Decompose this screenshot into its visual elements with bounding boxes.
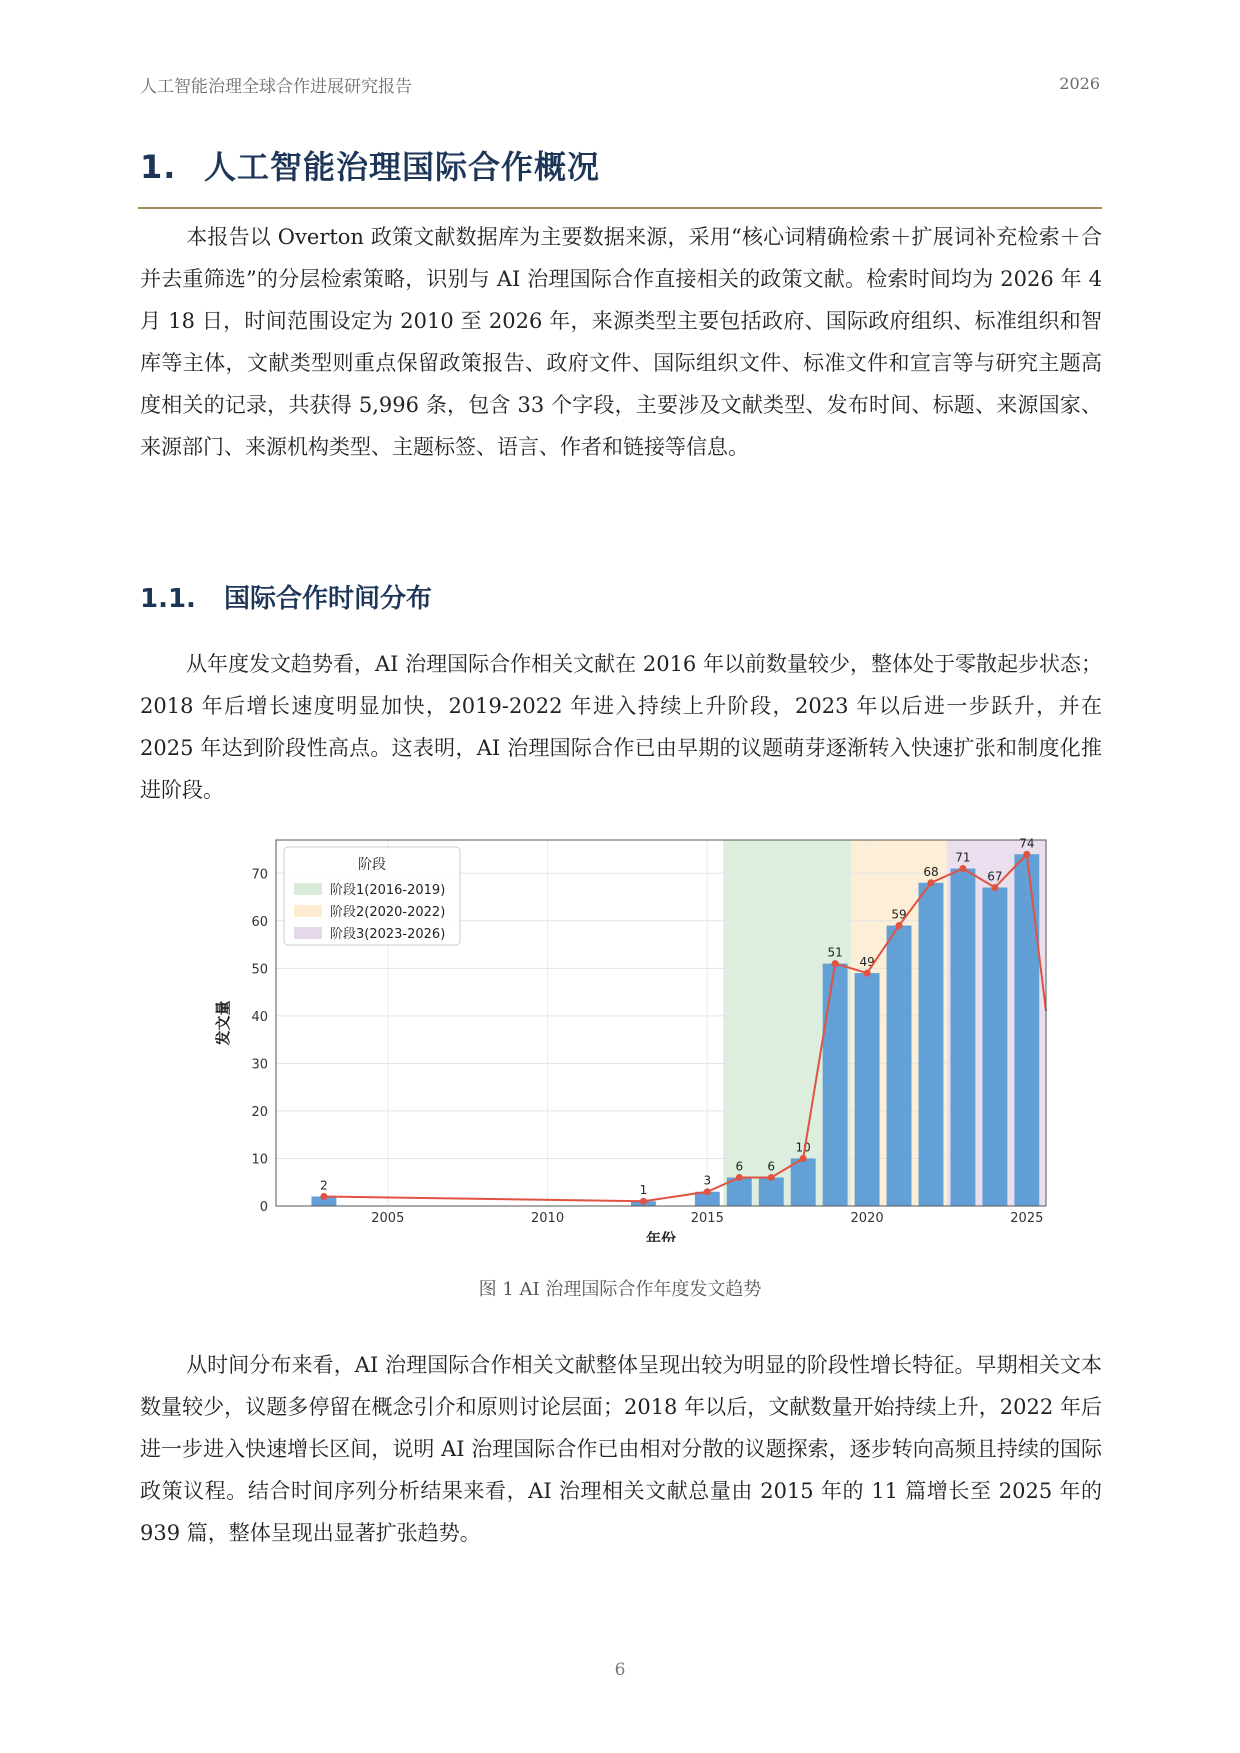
x-tick-label: 2010 xyxy=(531,1211,565,1226)
trend-point-2013 xyxy=(640,1198,647,1205)
chart-svg xyxy=(208,822,1058,1242)
data-label-2017: 6 xyxy=(767,1159,776,1174)
y-tick-label: 20 xyxy=(251,1104,268,1120)
data-label-2003: 2 xyxy=(320,1178,328,1193)
annual-publication-chart xyxy=(208,822,1058,1242)
legend-swatch-1 xyxy=(294,883,322,895)
y-axis-label: 发文量 xyxy=(214,1000,232,1046)
section-title: 人工智能治理国际合作概况 xyxy=(204,148,601,186)
section-number: 1. xyxy=(140,148,177,186)
data-label-2025: 74 xyxy=(1019,836,1035,851)
bar-2020 xyxy=(855,973,880,1206)
paragraph-2 xyxy=(140,643,1102,811)
heading-rule xyxy=(138,207,1102,209)
trend-point-2015 xyxy=(704,1188,711,1195)
trend-point-2024 xyxy=(991,884,998,891)
trend-point-2019 xyxy=(832,960,839,967)
trend-point-2022 xyxy=(927,879,934,886)
legend-label-1: 阶段1(2016-2019) xyxy=(330,883,446,898)
data-label-2018: 10 xyxy=(795,1140,811,1155)
data-label-2023: 71 xyxy=(955,850,971,865)
running-header-title: 人工智能治理全球合作进展研究报告 xyxy=(140,77,412,97)
trend-point-2016 xyxy=(736,1174,743,1181)
subsection-title: 国际合作时间分布 xyxy=(224,584,433,614)
x-tick-label: 2025 xyxy=(1010,1211,1044,1226)
y-tick-label: 60 xyxy=(251,914,268,930)
y-tick-label: 70 xyxy=(251,867,268,883)
bar-2023 xyxy=(950,869,975,1206)
bar-2024 xyxy=(982,888,1007,1206)
data-label-2022: 68 xyxy=(923,864,939,879)
subsection-heading xyxy=(140,578,432,615)
bar-2025 xyxy=(1014,854,1039,1206)
x-tick-label: 2020 xyxy=(850,1211,884,1226)
data-label-2016: 6 xyxy=(735,1159,744,1174)
data-label-2024: 67 xyxy=(987,869,1003,884)
figure-caption: 图 1 AI 治理国际合作年度发文趋势 xyxy=(478,1279,762,1300)
legend-swatch-3 xyxy=(294,927,322,939)
paragraph-3 xyxy=(140,1344,1102,1554)
x-tick-label: 2015 xyxy=(690,1211,724,1226)
subsection-number: 1.1. xyxy=(140,584,196,614)
legend-label-2: 阶段2(2020-2022) xyxy=(330,905,446,920)
legend-swatch-2 xyxy=(294,905,322,917)
running-header-year: 2026 xyxy=(1059,74,1100,93)
data-label-2013: 1 xyxy=(639,1183,648,1198)
legend-label-3: 阶段3(2023-2026) xyxy=(330,927,446,942)
y-tick-label: 0 xyxy=(259,1200,268,1215)
data-label-2021: 59 xyxy=(891,907,907,922)
bar-2019 xyxy=(823,964,848,1206)
data-label-2020: 49 xyxy=(859,955,875,970)
bar-2021 xyxy=(887,926,912,1206)
paragraph-1 xyxy=(140,216,1102,468)
trend-point-2020 xyxy=(864,970,871,977)
trend-point-2023 xyxy=(959,865,966,872)
trend-point-2017 xyxy=(768,1174,775,1181)
section-heading xyxy=(140,142,600,188)
trend-point-2003 xyxy=(320,1193,327,1200)
bar-2022 xyxy=(919,883,944,1206)
y-tick-label: 10 xyxy=(251,1152,268,1168)
bar-2017 xyxy=(759,1177,784,1206)
page-number: 6 xyxy=(614,1660,626,1680)
bar-2018 xyxy=(791,1158,816,1206)
paragraph-3-text: 从时间分布来看，AI 治理国际合作相关文献整体呈现出较为明显的阶段性增长特征。早期相关文本数量较少，议题多停留在概念引介和原则讨论层面；2018 年以后，文献数量开始持续上升，2022 年后进一步进入快速增长区间，说明 AI 治理国际合作已由相对分散的议题探索，逐步转向高频且持续的国际政策议程。结合时间序列分析结果来看，AI 治理相关文献总量由 2015 年的 11 篇增长至 2025 年的 939 篇，整体呈现出显著扩张趋势。 xyxy=(140,1353,1102,1545)
trend-point-2021 xyxy=(896,922,903,929)
x-tick-label: 2005 xyxy=(371,1211,405,1226)
y-tick-label: 40 xyxy=(251,1009,268,1025)
paragraph-2-text: 从年度发文趋势看，AI 治理国际合作相关文献在 2016 年以前数量较少，整体处于零散起步状态；2018 年后增长速度明显加快，2019-2022 年进入持续上升阶段，2023 年以后进一步跃升，并在 2025 年达到阶段性高点。这表明，AI 治理国际合作已由早期的议题萌芽逐渐转入快速扩张和制度化推进阶段。 xyxy=(140,652,1102,802)
y-tick-label: 50 xyxy=(251,962,268,978)
trend-point-2025 xyxy=(1023,851,1030,858)
data-label-2015: 3 xyxy=(703,1173,712,1188)
x-axis-label: 年份 xyxy=(645,1230,677,1242)
paragraph-1-text: 本报告以 Overton 政策文献数据库为主要数据来源，采用“核心词精确检索＋扩展词补充检索＋合并去重筛选”的分层检索策略，识别与 AI 治理国际合作直接相关的政策文献。检索时间均为 2026 年 4 月 18 日，时间范围设定为 2010 至 2026 年，来源类型主要包括政府、国际政府组织、标准组织和智库等主体，文献类型则重点保留政策报告、政府文件、国际组织文件、标准文件和宣言等与研究主题高度相关的记录，共获得 5,996 条，包含 33 个字段，主要涉及文献类型、发布时间、标题、来源国家、来源部门、来源机构类型、主题标签、语言、作者和链接等信息。 xyxy=(140,225,1102,459)
trend-point-2018 xyxy=(800,1155,807,1162)
data-label-2019: 51 xyxy=(827,945,843,960)
y-tick-label: 30 xyxy=(251,1057,268,1073)
legend-title: 阶段 xyxy=(358,857,386,873)
